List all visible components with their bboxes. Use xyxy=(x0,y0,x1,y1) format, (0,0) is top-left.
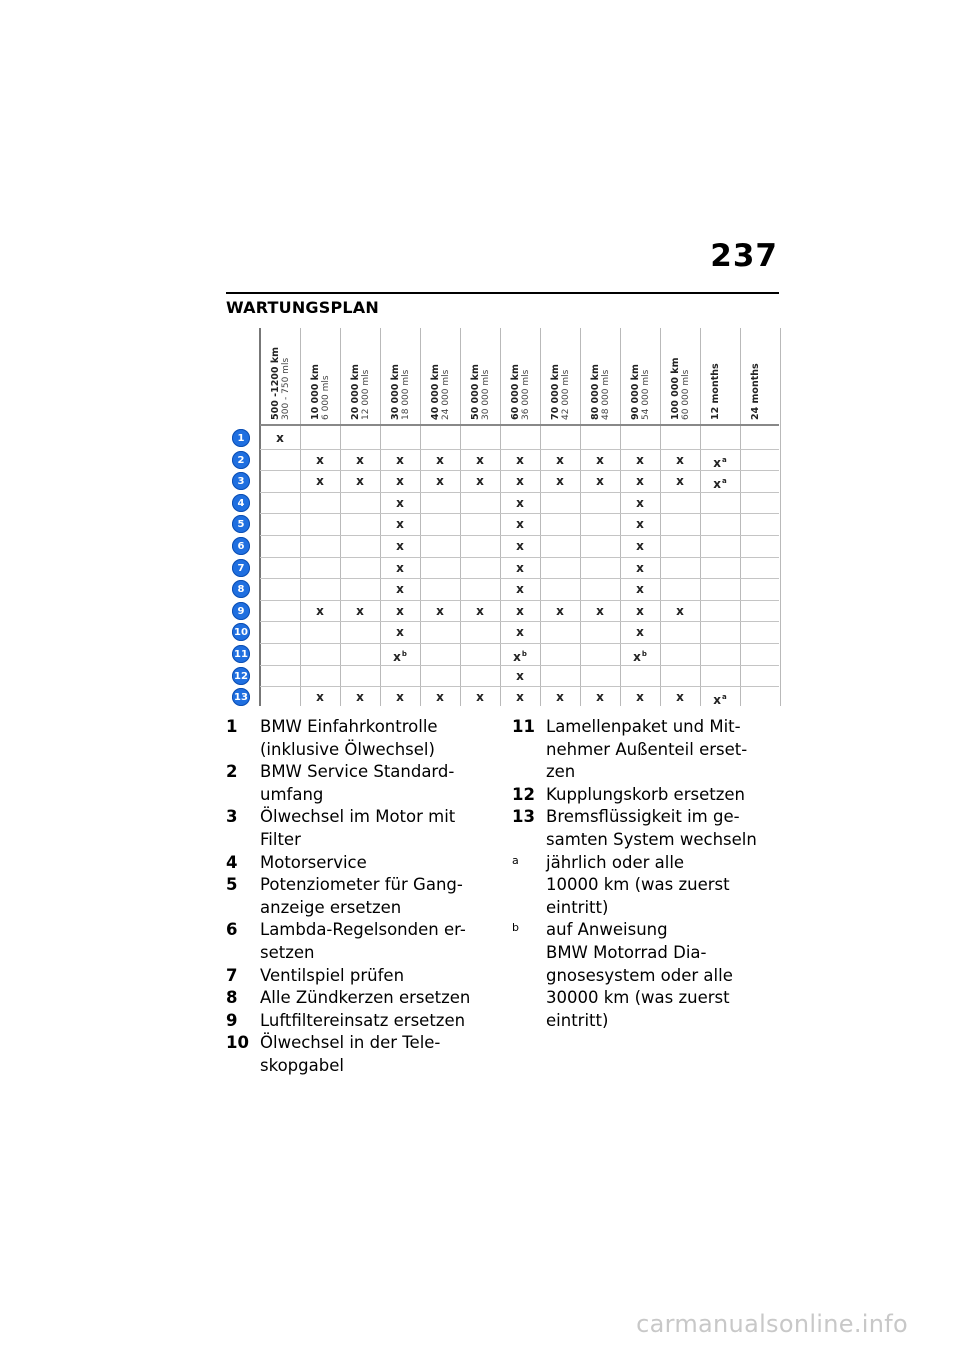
legend-line: anzeige ersetzen xyxy=(260,897,402,917)
column-header xyxy=(500,328,540,422)
schedule-mark: x xyxy=(476,474,484,488)
legend-text xyxy=(260,716,488,761)
schedule-mark: x xyxy=(556,604,564,618)
schedule-mark: x xyxy=(396,604,404,618)
legend-line: Alle Zündkerzen ersetzen xyxy=(260,988,471,1008)
schedule-mark: x xyxy=(516,582,524,596)
row-number-badge: 1 xyxy=(232,429,250,447)
legend-line: Ölwechsel in der Tele- xyxy=(260,1033,441,1053)
schedule-mark: x xyxy=(676,690,684,704)
footnote-ref: a xyxy=(722,477,727,485)
legend-line: jährlich oder alle xyxy=(546,852,685,872)
legend-text xyxy=(260,919,488,964)
column-header-text xyxy=(670,358,692,421)
legend-item xyxy=(512,806,774,851)
legend-line: Potenziometer für Gang- xyxy=(260,875,463,895)
legend-item xyxy=(226,965,488,988)
row-number-badge: 5 xyxy=(232,515,250,533)
legend-line: Lambda-Regelsonden er- xyxy=(260,920,466,940)
schedule-mark: x xyxy=(396,453,404,467)
schedule-mark: x xyxy=(516,539,524,553)
row-divider xyxy=(260,557,779,558)
legend-line: setzen xyxy=(260,942,315,962)
column-header-text xyxy=(550,364,572,420)
legend-line: zen xyxy=(546,762,576,782)
footnote-ref: b xyxy=(521,650,527,658)
row-divider xyxy=(260,449,779,450)
column-header xyxy=(700,328,740,422)
legend-line: eintritt) xyxy=(546,897,609,917)
legend-line: nehmer Außenteil erset- xyxy=(546,739,748,759)
column-header xyxy=(540,328,580,422)
column-header-text xyxy=(590,364,612,420)
row-divider xyxy=(260,492,779,493)
schedule-mark: x xyxy=(596,604,604,618)
column-header-line2: 24 000 mls xyxy=(441,369,451,420)
legend-item xyxy=(512,919,774,1032)
legend-line: BMW Einfahrkontrolle xyxy=(260,717,438,736)
legend-item xyxy=(226,852,488,875)
legend-item xyxy=(226,806,488,851)
column-header-line1: 12 months xyxy=(710,363,721,420)
schedule-mark: x xyxy=(676,453,684,467)
legend-number: 11 xyxy=(512,717,535,736)
column-header-line2: 60 000 mls xyxy=(681,369,691,420)
row-number-badge: 8 xyxy=(232,580,250,598)
legend-line: Luftfiltereinsatz ersetzen xyxy=(260,1010,466,1030)
schedule-mark: x xyxy=(636,474,644,488)
column-header-line2: 36 000 mls xyxy=(521,369,531,420)
legend-number: 3 xyxy=(226,807,238,827)
legend-text xyxy=(546,784,774,807)
legend-text xyxy=(546,716,774,784)
schedule-mark: x xyxy=(676,604,684,618)
row-divider xyxy=(260,600,779,601)
schedule-mark: x xyxy=(476,453,484,467)
column-header-text xyxy=(750,363,761,420)
column-header xyxy=(660,328,700,422)
legend-line: BMW Motorrad Dia- xyxy=(546,942,707,962)
legend-item xyxy=(512,852,774,920)
column-header-text xyxy=(510,364,532,420)
column-header-line1: 50 000 km xyxy=(470,364,481,420)
schedule-mark: $x^b$ xyxy=(393,650,407,664)
maintenance-schedule-table xyxy=(226,328,779,706)
legend-number: b xyxy=(512,921,519,935)
row-divider xyxy=(260,665,779,666)
schedule-mark: $x^a$ xyxy=(713,693,727,707)
legend-left xyxy=(226,716,488,1078)
column-header xyxy=(260,328,300,422)
schedule-mark: x xyxy=(516,561,524,575)
schedule-mark: x xyxy=(596,453,604,467)
column-header-line2: 48 000 mls xyxy=(601,369,611,420)
row-divider xyxy=(260,513,779,514)
row-divider xyxy=(260,470,779,471)
schedule-mark: x xyxy=(636,496,644,510)
schedule-mark: x xyxy=(636,582,644,596)
column-header-text xyxy=(310,364,332,420)
schedule-mark: $x^a$ xyxy=(713,456,727,470)
schedule-mark: x xyxy=(436,604,444,618)
schedule-mark: x xyxy=(516,604,524,618)
schedule-mark: x xyxy=(316,474,324,488)
column-header-line2: 6 000 mls xyxy=(321,375,331,420)
schedule-mark: x xyxy=(516,474,524,488)
legend-text xyxy=(260,987,488,1010)
schedule-mark: x xyxy=(636,625,644,639)
legend-item xyxy=(226,987,488,1010)
legend-text xyxy=(546,806,774,851)
legend-text xyxy=(260,1010,488,1033)
row-number-badge: 7 xyxy=(232,559,250,577)
schedule-mark: x xyxy=(396,561,404,575)
row-divider xyxy=(260,578,779,579)
schedule-mark: x xyxy=(636,690,644,704)
legend-line: umfang xyxy=(260,784,324,804)
schedule-mark: x xyxy=(516,625,524,639)
column-header-line1: 10 000 km xyxy=(310,364,321,420)
legend-line: Lamellenpaket und Mit- xyxy=(546,717,741,736)
legend-number: 9 xyxy=(226,1010,238,1030)
legend-number: 2 xyxy=(226,762,238,782)
schedule-mark: x xyxy=(516,669,524,683)
column-header-line1: 90 000 km xyxy=(630,364,641,420)
row-number-badge: 3 xyxy=(232,472,250,490)
row-number-badge: 10 xyxy=(232,623,250,641)
legend-line: eintritt) xyxy=(546,1010,609,1030)
schedule-mark: x xyxy=(636,517,644,531)
legend-item xyxy=(512,716,774,784)
legend-line: samten System wechseln xyxy=(546,829,757,849)
schedule-mark: x xyxy=(636,604,644,618)
watermark: carmanualsonline.info xyxy=(636,1310,908,1338)
column-header xyxy=(380,328,420,422)
legend-line: 10000 km (was zuerst xyxy=(546,875,730,895)
schedule-mark: x xyxy=(476,604,484,618)
legend-item xyxy=(226,919,488,964)
section-title: WARTUNGSPLAN xyxy=(226,298,379,317)
column-header xyxy=(340,328,380,422)
legend-item xyxy=(226,716,488,761)
schedule-mark: x xyxy=(396,582,404,596)
legend-line: Bremsflüssigkeit im ge- xyxy=(546,807,740,827)
column-header xyxy=(420,328,460,422)
legend-text xyxy=(260,761,488,806)
title-rule xyxy=(226,292,779,294)
legend-item xyxy=(512,784,774,807)
column-header-line1: 70 000 km xyxy=(550,364,561,420)
legend-number: 10 xyxy=(226,1033,249,1053)
schedule-mark: x xyxy=(396,690,404,704)
schedule-mark: x xyxy=(396,474,404,488)
legend-text xyxy=(260,1032,488,1077)
schedule-mark: x xyxy=(276,431,284,445)
schedule-mark: x xyxy=(516,496,524,510)
schedule-mark: x xyxy=(596,690,604,704)
row-number-badge: 12 xyxy=(232,667,250,685)
header-divider xyxy=(260,424,779,426)
column-header-line2: 12 000 mls xyxy=(361,369,371,420)
column-header-line1: 40 000 km xyxy=(430,364,441,420)
legend-item xyxy=(226,874,488,919)
schedule-mark: x xyxy=(636,539,644,553)
schedule-mark: x xyxy=(556,690,564,704)
column-header-text xyxy=(470,364,492,420)
schedule-mark: x xyxy=(556,474,564,488)
schedule-mark: x xyxy=(356,474,364,488)
legend-text xyxy=(260,965,488,988)
legend-line: Motorservice xyxy=(260,852,367,872)
schedule-mark: x xyxy=(516,690,524,704)
schedule-mark: x xyxy=(356,604,364,618)
column-header-line1: 500 -1200 km xyxy=(270,346,281,420)
column-header-text xyxy=(390,364,412,420)
legend-number: a xyxy=(512,853,519,867)
column-header-line2: 54 000 mls xyxy=(641,369,651,420)
legend-line: Ölwechsel im Motor mit xyxy=(260,807,456,827)
schedule-mark: x xyxy=(356,453,364,467)
schedule-mark: $x^b$ xyxy=(513,650,527,664)
legend-line: skopgabel xyxy=(260,1055,344,1075)
legend-text xyxy=(546,852,774,920)
schedule-mark: $x^a$ xyxy=(713,477,727,491)
column-header-line1: 60 000 km xyxy=(510,364,521,420)
column-header xyxy=(580,328,620,422)
legend-number: 12 xyxy=(512,784,535,804)
column-divider xyxy=(780,328,781,706)
schedule-mark: x xyxy=(356,690,364,704)
column-header-text xyxy=(630,364,652,420)
schedule-mark: x xyxy=(516,517,524,531)
row-number-badge: 6 xyxy=(232,537,250,555)
footnote-ref: a xyxy=(722,693,727,701)
column-header-text xyxy=(430,364,452,420)
column-header-line1: 24 months xyxy=(750,363,761,420)
schedule-mark: x xyxy=(316,604,324,618)
row-divider xyxy=(260,535,779,536)
legend-line: (inklusive Ölwechsel) xyxy=(260,739,435,759)
column-header-line2: 18 000 mls xyxy=(401,369,411,420)
legend-number: 4 xyxy=(226,852,238,872)
legend-item xyxy=(226,1010,488,1033)
row-number-badge: 9 xyxy=(232,602,250,620)
row-number-badge: 2 xyxy=(232,451,250,469)
legend-line: gnosesystem oder alle xyxy=(546,965,733,985)
column-header xyxy=(740,328,780,422)
schedule-mark: $x^b$ xyxy=(633,650,647,664)
schedule-mark: x xyxy=(676,474,684,488)
column-header-line1: 80 000 km xyxy=(590,364,601,420)
column-header-line2: 30 000 mls xyxy=(481,369,491,420)
legend-number: 7 xyxy=(226,965,238,985)
schedule-mark: x xyxy=(436,453,444,467)
legend-number: 1 xyxy=(226,717,238,736)
legend-text xyxy=(260,874,488,919)
schedule-mark: x xyxy=(396,496,404,510)
footnote-ref: b xyxy=(641,650,647,658)
column-header-line1: 100 000 km xyxy=(670,357,681,420)
schedule-mark: x xyxy=(436,690,444,704)
footnote-ref: b xyxy=(401,650,407,658)
schedule-mark: x xyxy=(396,625,404,639)
legend-line: Filter xyxy=(260,829,301,849)
legend-number: 6 xyxy=(226,920,238,940)
legend-right xyxy=(512,716,774,1032)
footnote-ref: a xyxy=(722,456,727,464)
schedule-mark: x xyxy=(316,453,324,467)
legend-text xyxy=(260,852,488,875)
legend-line: 30000 km (was zuerst xyxy=(546,988,730,1008)
row-divider xyxy=(260,686,779,687)
legend-item xyxy=(226,1032,488,1077)
legend-number: 8 xyxy=(226,988,238,1008)
schedule-mark: x xyxy=(636,453,644,467)
row-divider xyxy=(260,621,779,622)
column-header-line2: 42 000 mls xyxy=(561,369,571,420)
legend-number: 13 xyxy=(512,807,535,827)
row-number-badge: 4 xyxy=(232,494,250,512)
legend-line: auf Anweisung xyxy=(546,920,668,940)
legend-text xyxy=(546,919,774,1032)
legend-number: 5 xyxy=(226,875,238,895)
legend-line: BMW Service Standard- xyxy=(260,762,455,782)
page-number: 237 xyxy=(710,238,778,274)
column-header xyxy=(460,328,500,422)
schedule-mark: x xyxy=(316,690,324,704)
row-number-badge: 13 xyxy=(232,688,250,706)
column-header-line1: 30 000 km xyxy=(390,364,401,420)
column-header xyxy=(620,328,660,422)
legend-line: Ventilspiel prüfen xyxy=(260,965,405,985)
column-header-text xyxy=(710,363,721,420)
column-header-text xyxy=(350,364,372,420)
schedule-mark: x xyxy=(636,561,644,575)
legend-item xyxy=(226,761,488,806)
legend-text xyxy=(260,806,488,851)
column-header-line2: 300 - 750 mls xyxy=(281,357,291,420)
schedule-mark: x xyxy=(556,453,564,467)
column-header xyxy=(300,328,340,422)
column-header-text xyxy=(270,347,292,420)
schedule-mark: x xyxy=(436,474,444,488)
schedule-mark: x xyxy=(476,690,484,704)
column-header-line1: 20 000 km xyxy=(350,364,361,420)
schedule-mark: x xyxy=(396,539,404,553)
schedule-mark: x xyxy=(596,474,604,488)
row-number-badge: 11 xyxy=(232,645,250,663)
schedule-mark: x xyxy=(396,517,404,531)
legend-line: Kupplungskorb ersetzen xyxy=(546,784,745,804)
schedule-mark: x xyxy=(516,453,524,467)
row-divider xyxy=(260,643,779,644)
